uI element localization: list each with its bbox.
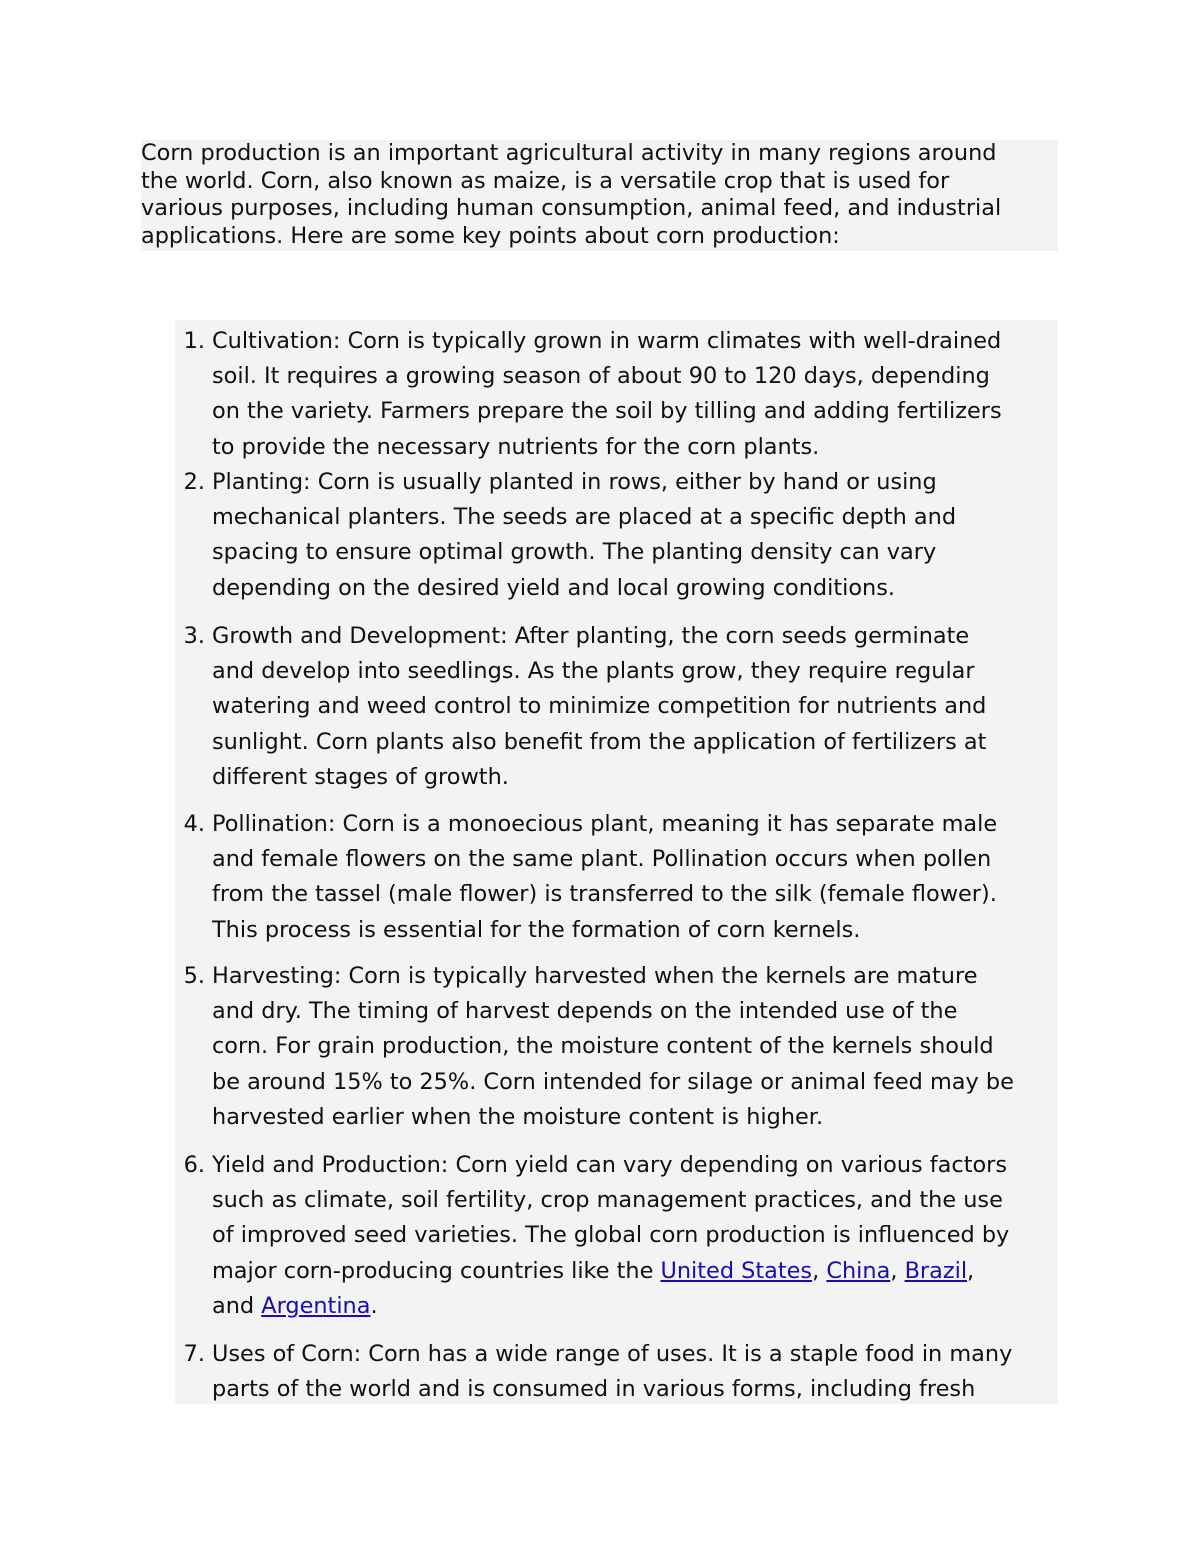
text-line: from the tassel (male flower) is transferred to the silk (female flower). — [212, 881, 997, 908]
list-item-number: 1. — [183, 328, 205, 354]
intro-paragraph — [141, 140, 1058, 251]
text-line: such as climate, soil fertility, crop management practices, and the use — [212, 1187, 1003, 1214]
text-line-with-links — [212, 1289, 1058, 1324]
text-line: mechanical planters. The seeds are placed at a specific depth and — [212, 504, 957, 531]
list-item-text — [212, 619, 1058, 795]
text-line: corn. For grain production, the moisture content of the kernels should — [212, 1033, 994, 1060]
text-line: sunlight. Corn plants also benefit from the application of fertilizers at — [212, 728, 987, 755]
text-line: be around 15% to 25%. Corn intended for silage or animal feed may be — [212, 1068, 1014, 1095]
text-line: soil. It requires a growing season of about 90 to 120 days, depending — [212, 363, 990, 390]
list-item-text — [212, 1148, 1058, 1324]
intro-line: applications. Here are some key points about corn production: — [141, 222, 840, 249]
text-line: on the variety. Farmers prepare the soil by tilling and adding fertilizers — [212, 398, 1002, 425]
link-argentina[interactable]: Argentina — [261, 1292, 371, 1319]
text-line: and dry. The timing of harvest depends on the intended use of the — [212, 998, 958, 1025]
text-line: and female flowers on the same plant. Pollination occurs when pollen — [212, 846, 992, 873]
link-brazil[interactable]: Brazil — [904, 1257, 968, 1284]
intro-line: various purposes, including human consumption, animal feed, and industrial — [141, 195, 1002, 221]
list-item-number: 3. — [183, 623, 205, 649]
separator: , — [812, 1257, 827, 1284]
text-line: harvested earlier when the moisture content is higher. — [212, 1103, 824, 1130]
text-line: watering and weed control to minimize competition for nutrients and — [212, 693, 987, 720]
list-item-number: 2. — [183, 469, 205, 495]
key-points-list — [175, 320, 1058, 1404]
list-item-number: 6. — [183, 1152, 205, 1178]
text-segment: . — [370, 1292, 378, 1319]
link-united-states[interactable]: United States — [660, 1257, 813, 1284]
list-item-number: 7. — [183, 1341, 205, 1367]
text-segment: major corn-producing countries like the — [212, 1257, 661, 1284]
intro-line: the world. Corn, also known as maize, is a versatile crop that is used for — [141, 167, 950, 194]
list-item-text — [212, 959, 1058, 1135]
text-line: Pollination: Corn is a monoecious plant, meaning it has separate male — [212, 811, 998, 837]
text-line: Cultivation: Corn is typically grown in warm climates with well-drained — [212, 328, 1002, 354]
intro-line: Corn production is an important agricultural activity in many regions around — [141, 140, 997, 166]
text-segment: and — [212, 1292, 262, 1319]
text-line: Uses of Corn: Corn has a wide range of uses. It is a staple food in many — [212, 1341, 1013, 1367]
text-line: Yield and Production: Corn yield can vary depending on various factors — [212, 1152, 1008, 1178]
text-line: and develop into seedlings. As the plants grow, they require regular — [212, 658, 975, 685]
list-item-number: 4. — [183, 811, 205, 837]
text-line-with-links — [212, 1254, 1058, 1289]
list-item-text — [212, 1337, 1058, 1404]
separator: , — [967, 1257, 975, 1284]
text-line: different stages of growth. — [212, 763, 509, 790]
list-item-number: 5. — [183, 963, 205, 989]
list-item-text — [212, 465, 1058, 606]
text-line: depending on the desired yield and local growing conditions. — [212, 574, 896, 601]
text-line: Planting: Corn is usually planted in rows, either by hand or using — [212, 469, 937, 495]
text-line: of improved seed varieties. The global corn production is influenced by — [212, 1222, 1010, 1249]
link-china[interactable]: China — [826, 1257, 891, 1284]
text-line: Harvesting: Corn is typically harvested when the kernels are mature — [212, 963, 978, 989]
text-line: parts of the world and is consumed in various forms, including fresh — [212, 1376, 976, 1403]
text-line: Growth and Development: After planting, the corn seeds germinate — [212, 623, 970, 649]
text-line: spacing to ensure optimal growth. The planting density can vary — [212, 539, 937, 566]
list-item-text — [212, 324, 1058, 465]
text-line: This process is essential for the formation of corn kernels. — [212, 916, 861, 943]
list-item-text — [212, 807, 1058, 948]
separator: , — [890, 1257, 905, 1284]
text-line: to provide the necessary nutrients for the corn plants. — [212, 433, 820, 460]
